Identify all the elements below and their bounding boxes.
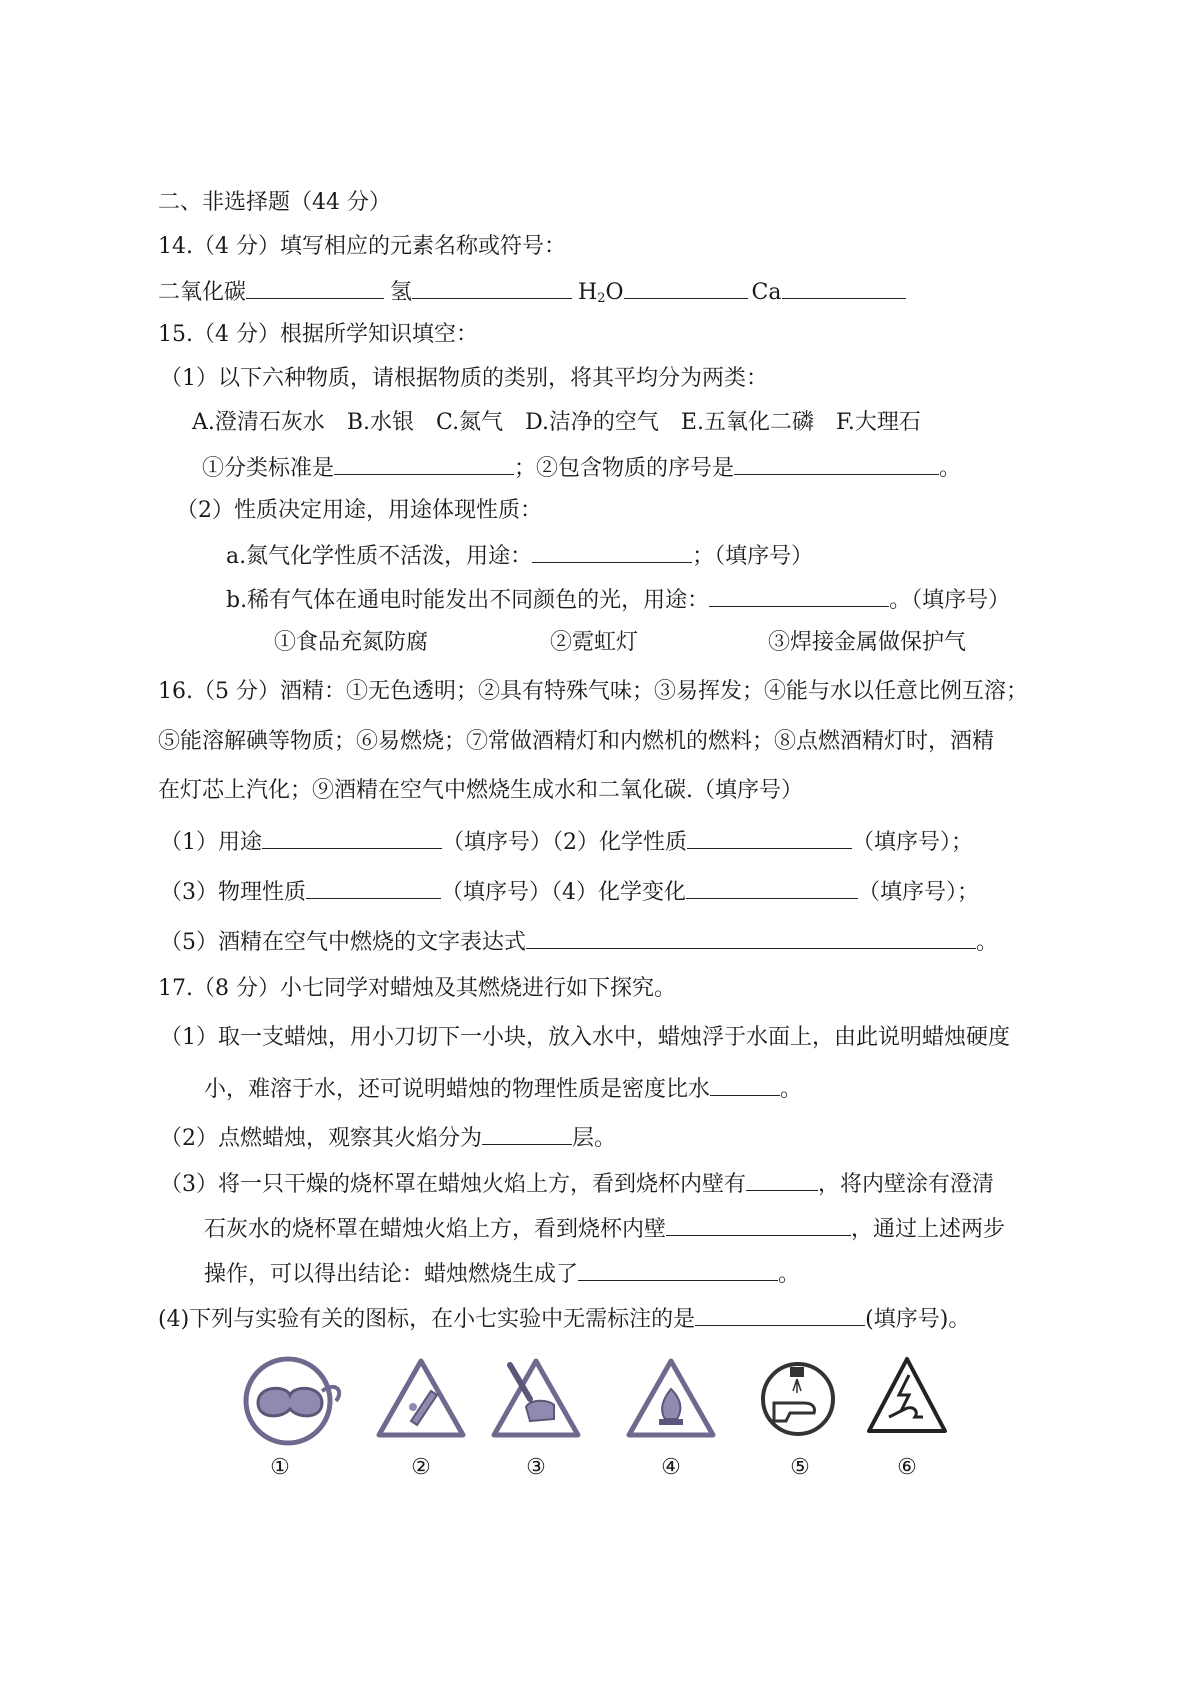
q15-b-blank[interactable] xyxy=(709,584,889,607)
q17-density-blank[interactable] xyxy=(710,1073,780,1096)
q14-blank-4[interactable] xyxy=(782,276,906,299)
q17-part3-line2: 石灰水的烧杯罩在蜡烛火焰上方，看到烧杯内壁 ，通过上述两步 xyxy=(204,1213,1005,1245)
q17-part3-line3: 操作，可以得出结论：蜡烛燃烧生成了 。 xyxy=(204,1258,800,1290)
q17-part1-line1: （1）取一支蜡烛，用小刀切下一小块，放入水中，蜡烛浮于水面上，由此说明蜡烛硬度 xyxy=(160,1025,1010,1050)
icon-label-4: ④ xyxy=(661,1455,681,1480)
q15-a-blank[interactable] xyxy=(532,540,692,563)
q14-blank-1[interactable] xyxy=(246,276,384,299)
icon-label-2: ② xyxy=(411,1455,431,1480)
q16-row-2: （3）物理性质 （填序号）（4）化学变化 （填序号）； xyxy=(160,876,979,908)
q16-row-3: （5）酒精在空气中燃烧的文字表达式 。 xyxy=(160,926,998,958)
q15-a-row: a.氮气化学性质不活泼，用途： ；（填序号） xyxy=(226,540,813,572)
q15-b-row: b.稀有气体在通电时能发出不同颜色的光，用途： 。（填序号） xyxy=(226,584,1010,616)
q16-line-1: 16.（5 分）酒精：①无色透明；②具有特殊气味；③易挥发；④能与水以任意比例互溶； xyxy=(158,679,1028,704)
q16-chemical-property-blank[interactable] xyxy=(687,826,852,849)
electrical-hazard-icon xyxy=(865,1355,949,1437)
hot-surface-icon xyxy=(490,1355,582,1441)
q15-part2: （2）性质决定用途，用途体现性质： xyxy=(176,498,542,523)
flame-icon xyxy=(625,1355,717,1441)
q15-classification-row: ①分类标准是 ；②包含物质的序号是 。 xyxy=(202,452,961,484)
q16-line-3: 在灯芯上汽化；⑨酒精在空气中燃烧生成水和二氧化碳.（填序号） xyxy=(158,778,803,803)
q15-stem: 15.（4 分）根据所学知识填空： xyxy=(158,322,478,347)
icon-label-5: ⑤ xyxy=(790,1455,810,1480)
q15-criterion-blank[interactable] xyxy=(334,452,514,475)
q17-part1-line2: 小，难溶于水，还可说明蜡烛的物理性质是密度比水 。 xyxy=(204,1073,802,1105)
q15-options: A.澄清石灰水 B.水银 C.氮气 D.洁净的空气 E.五氧化二磷 F.大理石 xyxy=(192,410,921,435)
q14-blanks-row xyxy=(158,276,906,314)
q17-stem: 17.（8 分）小七同学对蜡烛及其燃烧进行如下探究。 xyxy=(158,976,676,1001)
q17-conclusion-blank[interactable] xyxy=(578,1258,778,1281)
q16-row-1: （1）用途 （填序号）（2）化学性质 （填序号）； xyxy=(160,826,973,858)
q17-limewater-blank[interactable] xyxy=(666,1213,851,1236)
q16-physical-property-blank[interactable] xyxy=(306,876,441,899)
q14-stem: 14.（4 分）填写相应的元素名称或符号： xyxy=(158,234,566,259)
q16-line-2: ⑤能溶解碘等物质；⑥易燃烧；⑦常做酒精灯和内燃机的燃料；⑧点燃酒精灯时，酒精 xyxy=(158,729,995,754)
q17-flame-layers-blank[interactable] xyxy=(482,1122,572,1145)
q17-part3-line1: （3）将一只干燥的烧杯罩在蜡烛火焰上方，看到烧杯内壁有 ，将内壁涂有澄清 xyxy=(160,1168,994,1200)
q14-blank-3[interactable] xyxy=(624,276,748,299)
q17-icon-blank[interactable] xyxy=(695,1303,865,1326)
q15-members-blank[interactable] xyxy=(734,452,939,475)
q15-part1: （1）以下六种物质，请根据物质的类别，将其平均分为两类： xyxy=(160,366,768,391)
q15-members-label: ；②包含物质的序号是 xyxy=(514,456,735,481)
q14-item-ca: Ca xyxy=(751,280,782,305)
q17-inner-wall-blank[interactable] xyxy=(746,1168,818,1191)
q15-criterion-label: ①分类标准是 xyxy=(202,456,335,481)
q17-part2: （2）点燃蜡烛，观察其火焰分为 层。 xyxy=(160,1122,616,1154)
sharp-object-icon xyxy=(375,1355,467,1441)
q15-use-3: ③焊接金属做保护气 xyxy=(768,630,967,655)
q17-part4: (4)下列与实验有关的图标，在小七实验中无需标注的是 (填序号)。 xyxy=(158,1303,970,1335)
q15-use-2: ②霓虹灯 xyxy=(550,630,639,655)
q14-item-h: 氢 xyxy=(390,280,413,305)
goggles-icon xyxy=(240,1355,345,1447)
q14-item-h2o: $H_2O$ xyxy=(578,280,624,306)
q14-blank-2[interactable] xyxy=(412,276,572,299)
icon-label-6: ⑥ xyxy=(897,1455,917,1480)
section-title: 二、非选择题（44 分） xyxy=(158,190,391,215)
q15-use-1: ①食品充氮防腐 xyxy=(274,630,429,655)
icon-label-1: ① xyxy=(270,1455,290,1480)
q16-word-equation-blank[interactable] xyxy=(526,926,976,949)
icon-label-3: ③ xyxy=(526,1455,546,1480)
q14-item-co2: 二氧化碳 xyxy=(158,280,247,305)
safety-icons-row xyxy=(240,1355,960,1485)
q16-chemical-change-blank[interactable] xyxy=(686,876,858,899)
q16-use-blank[interactable] xyxy=(262,826,442,849)
wash-hands-icon xyxy=(760,1355,840,1441)
